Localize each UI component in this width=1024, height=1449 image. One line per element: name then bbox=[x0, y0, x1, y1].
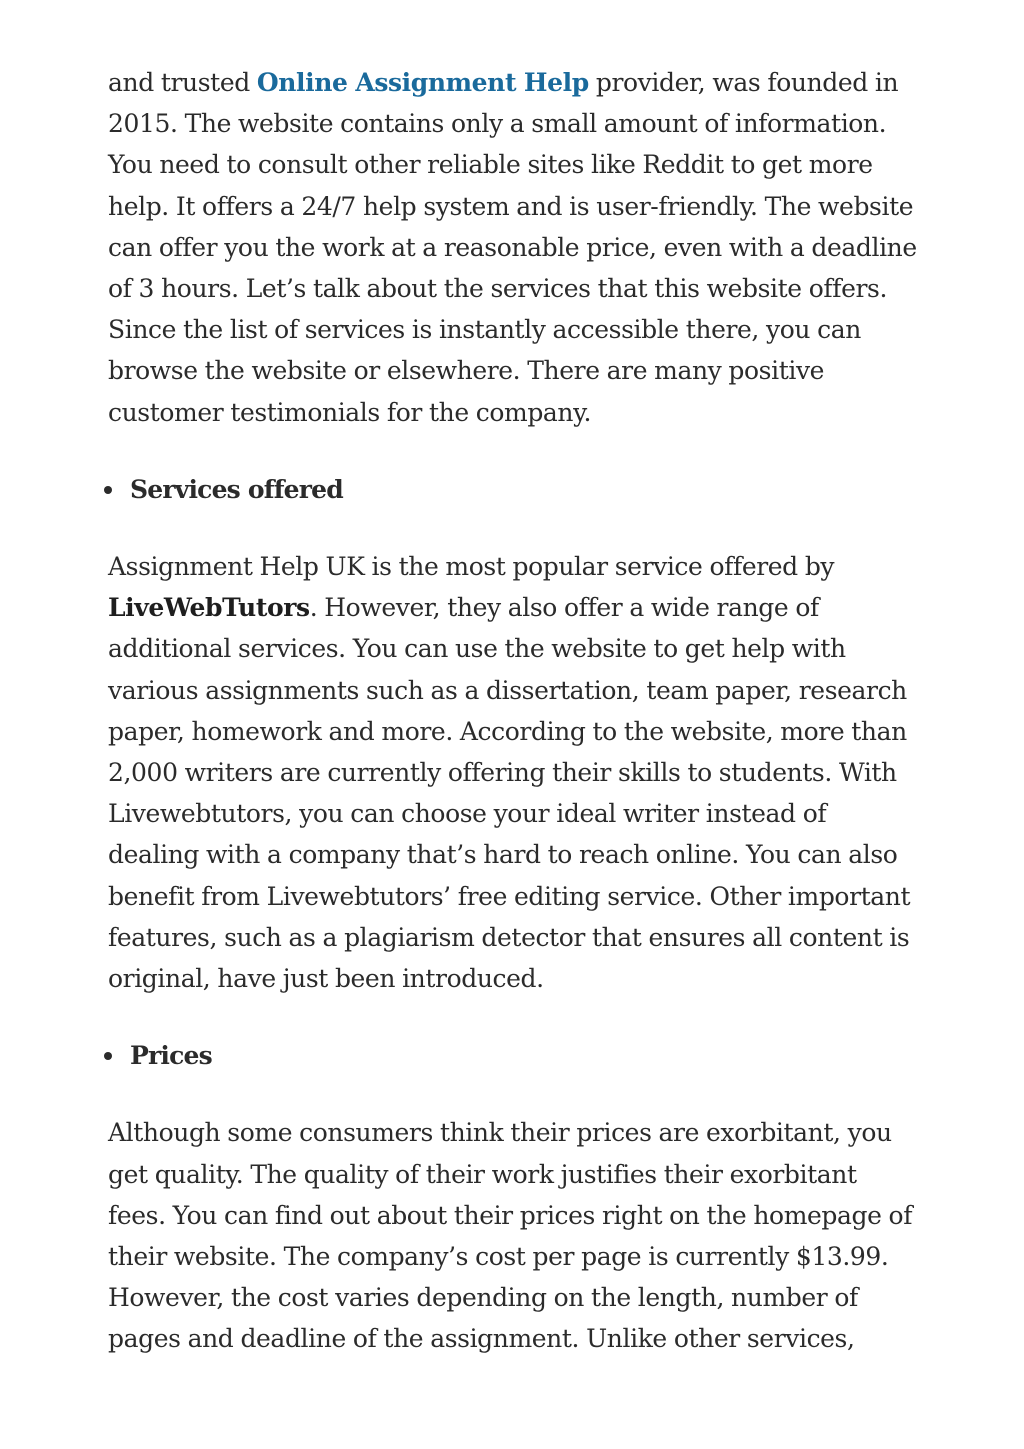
prices-heading-list bbox=[108, 1035, 920, 1076]
online-assignment-help-link[interactable]: Online Assignment Help bbox=[256, 68, 589, 97]
prices-text: Although some consumers think their prices are exorbitant, you get quality. The quality of their work justifies their exorbitant fees. You can find out about their prices right on the homepage of their website. The company’s cost per page is currently $13.99. However, the cost varies depending on the length, number of pages and deadline of the assignment. Unlike other services, bbox=[108, 1118, 913, 1354]
services-heading-list bbox=[108, 469, 920, 510]
prices-heading bbox=[108, 1035, 920, 1076]
services-text-rest: . However, they also offer a wide range of additional services. You can use the website to get help with various assignments such as a dissertation, team paper, research paper, homework and more. According to the website, more than 2,000 writers are currently offering their skills to students. With Livewebtutors, you can choose your ideal writer instead of dealing with a company that’s hard to reach online. You can also benefit from Livewebtutors’ free editing service. Other important features, such as a plagiarism detector that ensures all content is original, have just been introduced. bbox=[108, 593, 911, 994]
bullet-icon bbox=[104, 486, 112, 494]
intro-text-start: and trusted bbox=[108, 68, 257, 97]
services-paragraph bbox=[108, 546, 920, 999]
services-heading-text: Services offered bbox=[130, 474, 343, 504]
services-text-start: Assignment Help UK is the most popular service offered by bbox=[108, 552, 835, 582]
spacer bbox=[108, 1076, 920, 1112]
livewebtutors-brand: LiveWebTutors bbox=[108, 593, 310, 623]
intro-paragraph bbox=[108, 62, 920, 433]
spacer bbox=[108, 510, 920, 546]
intro-text-rest: provider, was founded in 2015. The website contains only a small amount of information. You need to consult other reliable sites like Reddit to get more help. It offers a 24/7 help system and is user-friendly. The website can offer you the work at a reasonable price, even with a deadline of 3 hours. Let’s talk about the services that this website offers. Since the list of services is instantly accessible there, you can browse the website or elsewhere. There are many positive customer testimonials for the company. bbox=[108, 68, 917, 427]
bullet-icon bbox=[104, 1052, 112, 1060]
services-heading bbox=[108, 469, 920, 510]
article-body bbox=[108, 62, 920, 1360]
spacer bbox=[108, 999, 920, 1035]
spacer bbox=[108, 433, 920, 469]
prices-heading-text: Prices bbox=[130, 1041, 212, 1071]
prices-paragraph bbox=[108, 1112, 920, 1359]
